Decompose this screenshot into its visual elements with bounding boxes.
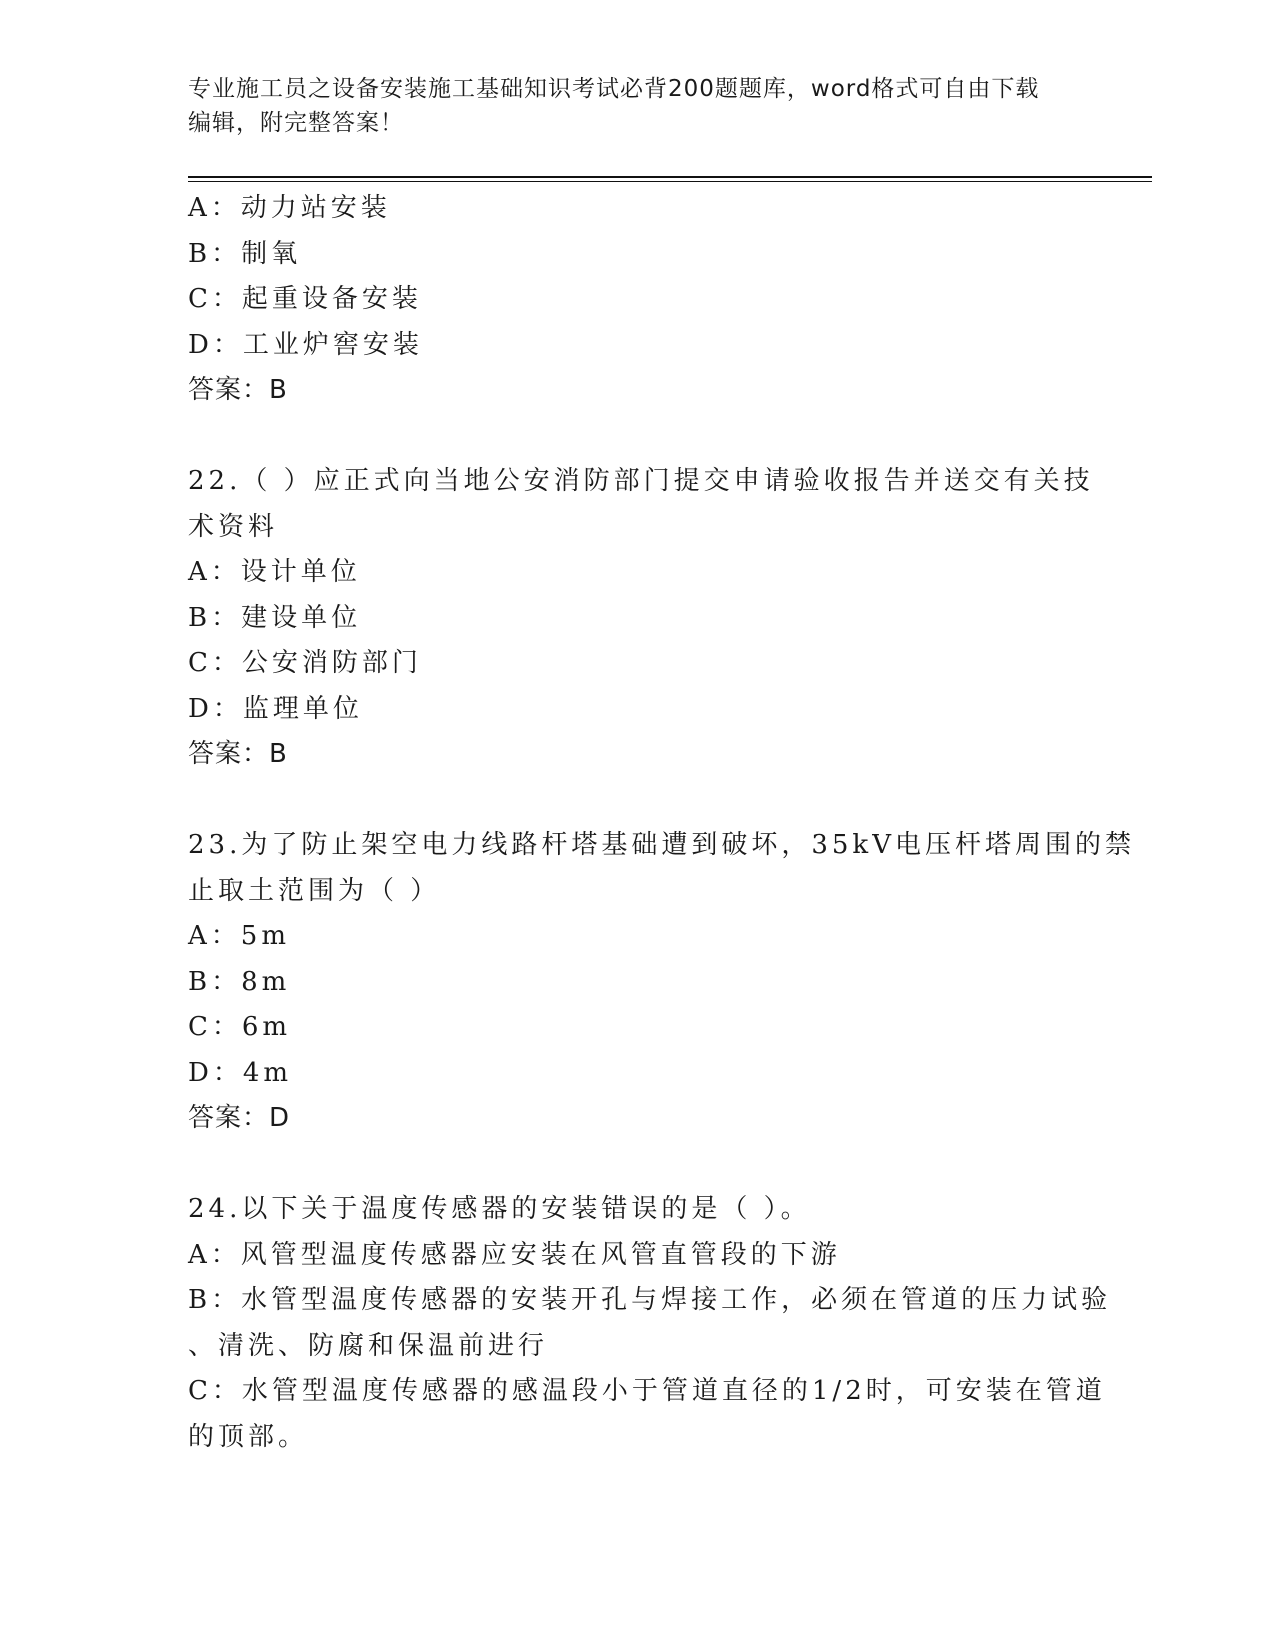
question-block-22 [188, 459, 1094, 778]
option-c-line-2: 的顶部。 [188, 1421, 309, 1452]
option-c: C：6m [188, 1012, 292, 1042]
question-block-24 [188, 1187, 1112, 1460]
option-c: C：起重设备安装 [188, 284, 422, 314]
answer-line: 答案：D [188, 1103, 291, 1133]
question-stem-line-1: 24.以下关于温度传感器的安装错误的是（ ）。 [188, 1194, 811, 1224]
question-block-21 [188, 186, 1088, 414]
question-block-23 [188, 823, 1135, 1142]
spacer [188, 778, 1088, 824]
spacer [188, 1142, 1088, 1188]
option-d: D：工业炉窖安装 [188, 329, 423, 360]
question-stem-line-1: 23.为了防止架空电力线路杆塔基础遭到破坏，35kV电压杆塔周围的禁 [188, 830, 1135, 860]
answer-line: 答案：B [188, 739, 288, 769]
option-b: B：建设单位 [188, 602, 362, 633]
option-a: A：5m [188, 921, 290, 951]
option-b: B：制氧 [188, 238, 302, 269]
header-divider-thick [188, 176, 1152, 178]
option-d: D：监理单位 [188, 693, 363, 724]
header-divider-thin [188, 181, 1152, 182]
option-b-line-2: 、清洗、防腐和保温前进行 [188, 1330, 549, 1361]
question-stem-line-2: 止取土范围为（ ） [188, 875, 441, 906]
option-a: A：动力站安装 [188, 193, 391, 223]
question-stem-line-1: 22.（ ）应正式向当地公安消防部门提交申请验收报告并送交有关技 [188, 466, 1094, 496]
option-c-line-1: C：水管型温度传感器的感温段小于管道直径的1/2时，可安装在管道 [188, 1376, 1106, 1406]
answer-line: 答案：B [188, 375, 288, 405]
option-a: A：设计单位 [188, 557, 361, 587]
document-header [188, 72, 1088, 140]
option-b-line-1: B：水管型温度传感器的安装开孔与焊接工作，必须在管道的压力试验 [188, 1285, 1112, 1315]
question-stem-line-2: 术资料 [188, 511, 279, 542]
header-line-1: 专业施工员之设备安装施工基础知识考试必背200题题库，word格式可自由下载 [188, 76, 1040, 102]
spacer [188, 414, 1088, 460]
option-c: C：公安消防部门 [188, 648, 422, 678]
option-b: B：8m [188, 966, 291, 997]
option-d: D：4m [188, 1057, 293, 1088]
question-list [188, 186, 1135, 1460]
option-a: A：风管型温度传感器应安装在风管直管段的下游 [188, 1239, 841, 1270]
header-line-2: 编辑，附完整答案！ [188, 110, 404, 136]
